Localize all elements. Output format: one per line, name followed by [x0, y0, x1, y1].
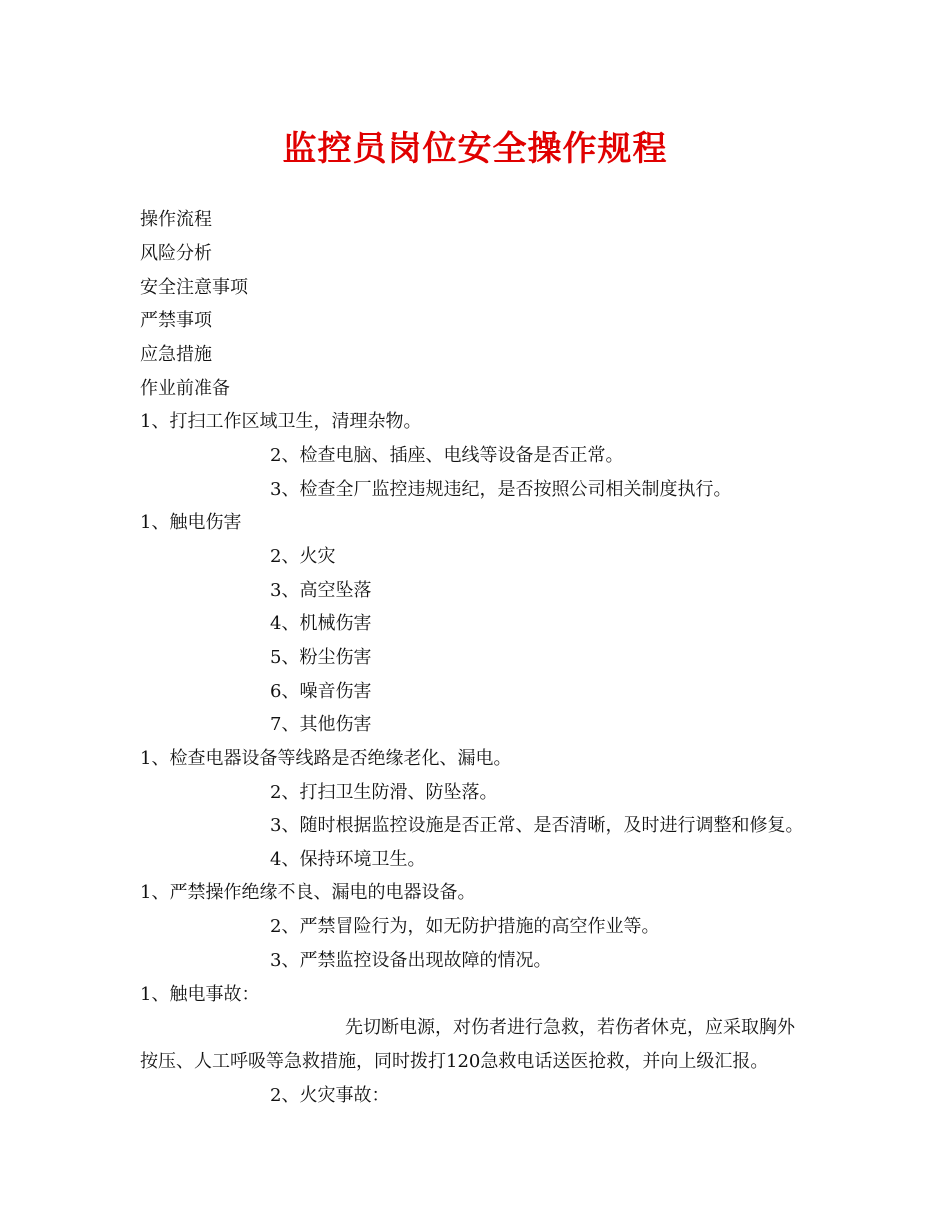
- section-heading: 作业前准备: [140, 378, 230, 399]
- section-heading: 应急措施: [140, 344, 212, 365]
- forbidden-item: 1、严禁操作绝缘不良、漏电的电器设备。: [140, 882, 476, 903]
- emergency-item: 2、火灾事故：: [270, 1085, 390, 1106]
- safety-item: 1、检查电器设备等线路是否绝缘老化、漏电。: [140, 748, 512, 769]
- prep-item: 1、打扫工作区域卫生，清理杂物。: [140, 411, 422, 432]
- section-heading: 安全注意事项: [140, 277, 248, 298]
- forbidden-item: 3、严禁监控设备出现故障的情况。: [270, 950, 552, 971]
- risk-item: 4、机械伤害: [270, 613, 372, 634]
- document-title: 监控员岗位安全操作规程: [282, 129, 668, 169]
- section-heading: 严禁事项: [140, 310, 212, 331]
- risk-item: 1、触电伤害: [140, 512, 242, 533]
- risk-item: 7、其他伤害: [270, 714, 372, 735]
- emergency-paragraph-line: 先切断电源，对伤者进行急救，若伤者休克，应采取胸外: [345, 1017, 795, 1038]
- section-heading: 操作流程: [140, 209, 212, 230]
- prep-item: 2、检查电脑、插座、电线等设备是否正常。: [270, 445, 624, 466]
- emergency-paragraph-line: 按压、人工呼吸等急救措施，同时拨打120急救电话送医抢救，并向上级汇报。: [140, 1051, 769, 1072]
- risk-item: 3、高空坠落: [270, 580, 372, 601]
- risk-item: 5、粉尘伤害: [270, 647, 372, 668]
- forbidden-item: 2、严禁冒险行为，如无防护措施的高空作业等。: [270, 916, 660, 937]
- emergency-item: 1、触电事故：: [140, 984, 260, 1005]
- safety-item: 2、打扫卫生防滑、防坠落。: [270, 782, 498, 803]
- risk-item: 6、噪音伤害: [270, 681, 372, 702]
- prep-item: 3、检查全厂监控违规违纪，是否按照公司相关制度执行。: [270, 479, 732, 500]
- risk-item: 2、火灾: [270, 546, 336, 567]
- safety-item: 4、保持环境卫生。: [270, 849, 426, 870]
- safety-item: 3、随时根据监控设施是否正常、是否清晰，及时进行调整和修复。: [270, 815, 804, 836]
- section-heading: 风险分析: [140, 243, 212, 264]
